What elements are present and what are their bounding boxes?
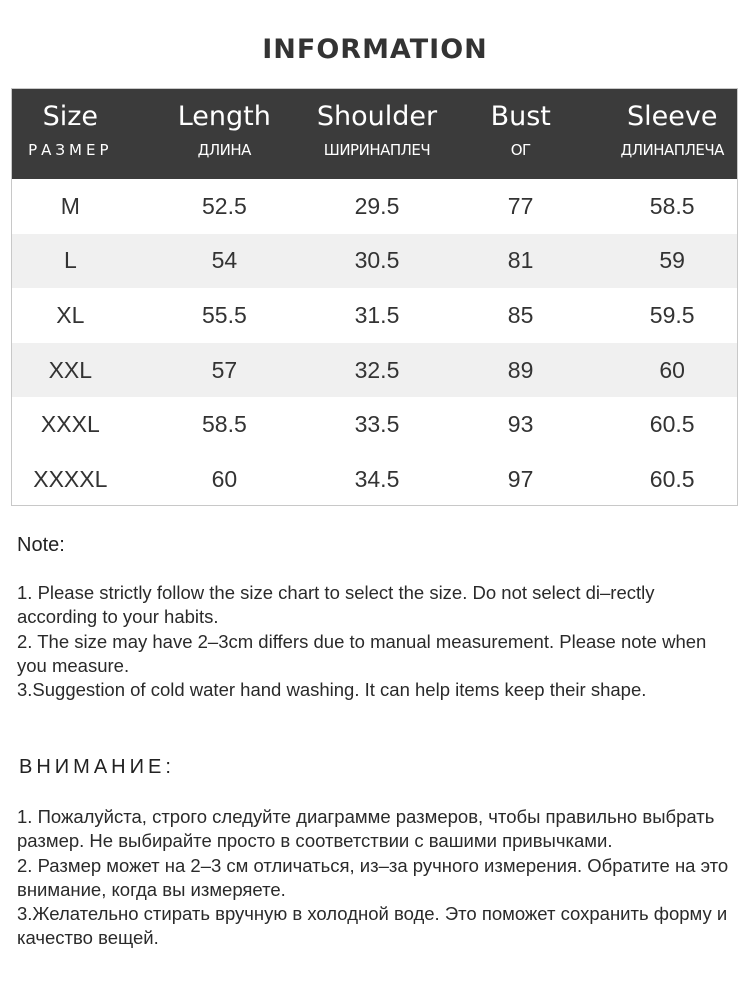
table-row bbox=[12, 343, 737, 398]
table-row bbox=[12, 288, 737, 343]
header-sublabel: ДЛИНАПЛЕЧА bbox=[620, 141, 724, 159]
table-header-row bbox=[12, 89, 737, 179]
note-item: 2. Размер может на 2–3 см отличаться, из–за ручного измерения. Обратите на это внимание, когда вы измеряете. bbox=[17, 854, 729, 900]
note-item: 3.Желательно стирать вручную в холодной воде. Это поможет сохранить форму и качество вещей. bbox=[17, 903, 728, 949]
note-item: 3.Suggestion of cold water hand washing. It can help items keep their shape. bbox=[17, 679, 647, 701]
header-bust bbox=[434, 89, 607, 179]
header-label: Size bbox=[42, 101, 99, 132]
header-sublabel: ДЛИНА bbox=[197, 141, 251, 159]
header-label: Length bbox=[177, 101, 271, 132]
cell-length: 55.5 bbox=[202, 301, 247, 328]
header-label: Shoulder bbox=[316, 101, 438, 132]
cell-shoulder: 32.5 bbox=[354, 356, 400, 383]
note-heading: Note: bbox=[17, 534, 65, 556]
header-sleeve bbox=[607, 89, 737, 179]
header-length bbox=[129, 89, 320, 179]
note-item: 1. Пожалуйста, строго следуйте диаграмме размеров, чтобы правильно выбрать размер. Не выбирайте просто в соответствии с вашими привычками. bbox=[17, 806, 715, 852]
cell-sleeve: 59 bbox=[659, 247, 685, 274]
table-row bbox=[12, 397, 737, 452]
cell-sleeve: 60.5 bbox=[649, 465, 695, 492]
cell-bust: 97 bbox=[507, 465, 534, 492]
table-row bbox=[12, 452, 737, 507]
cell-bust: 93 bbox=[507, 411, 534, 438]
note-item: 2. The size may have 2–3cm differs due to manual measurement. Please note when you measure. bbox=[17, 630, 707, 676]
cell-shoulder: 33.5 bbox=[354, 411, 400, 438]
cell-sleeve: 60.5 bbox=[649, 411, 695, 438]
header-size bbox=[12, 89, 129, 179]
cell-shoulder: 34.5 bbox=[354, 465, 400, 492]
cell-size: XL bbox=[56, 301, 85, 328]
table-row bbox=[12, 179, 737, 234]
cell-size: XXL bbox=[48, 356, 93, 383]
header-label: Bust bbox=[490, 101, 551, 132]
cell-bust: 89 bbox=[507, 356, 534, 383]
page-title: INFORMATION bbox=[262, 34, 488, 65]
size-table bbox=[11, 88, 738, 506]
header-label: Sleeve bbox=[627, 101, 718, 132]
cell-sleeve: 58.5 bbox=[649, 192, 695, 219]
header-sublabel: ШИРИНАПЛЕЧ bbox=[323, 141, 431, 159]
russian-notes bbox=[17, 805, 732, 951]
cell-length: 60 bbox=[211, 465, 238, 492]
cell-shoulder: 30.5 bbox=[354, 247, 400, 274]
cell-length: 52.5 bbox=[202, 192, 247, 219]
cell-size: XXXXL bbox=[33, 465, 108, 492]
cell-bust: 85 bbox=[507, 301, 534, 328]
note-item: 1. Please strictly follow the size chart to select the size. Do not select di–rectly according to your habits. bbox=[17, 582, 655, 628]
cell-bust: 77 bbox=[507, 192, 534, 219]
cell-bust: 81 bbox=[507, 247, 534, 274]
russian-note-heading: ВНИМАНИЕ: bbox=[19, 756, 175, 778]
cell-sleeve: 60 bbox=[659, 356, 685, 383]
cell-shoulder: 29.5 bbox=[354, 192, 400, 219]
english-notes bbox=[17, 581, 732, 702]
cell-length: 57 bbox=[211, 356, 238, 383]
table-row bbox=[12, 234, 737, 289]
cell-size: XXXL bbox=[40, 411, 100, 438]
header-sublabel: РАЗМЕР bbox=[28, 141, 113, 159]
cell-sleeve: 59.5 bbox=[649, 301, 695, 328]
cell-length: 54 bbox=[211, 247, 238, 274]
cell-size: M bbox=[60, 192, 80, 219]
cell-length: 58.5 bbox=[202, 411, 247, 438]
cell-size: L bbox=[63, 247, 77, 274]
cell-shoulder: 31.5 bbox=[354, 301, 400, 328]
header-sublabel: ОГ bbox=[510, 141, 531, 159]
header-shoulder bbox=[316, 89, 438, 179]
